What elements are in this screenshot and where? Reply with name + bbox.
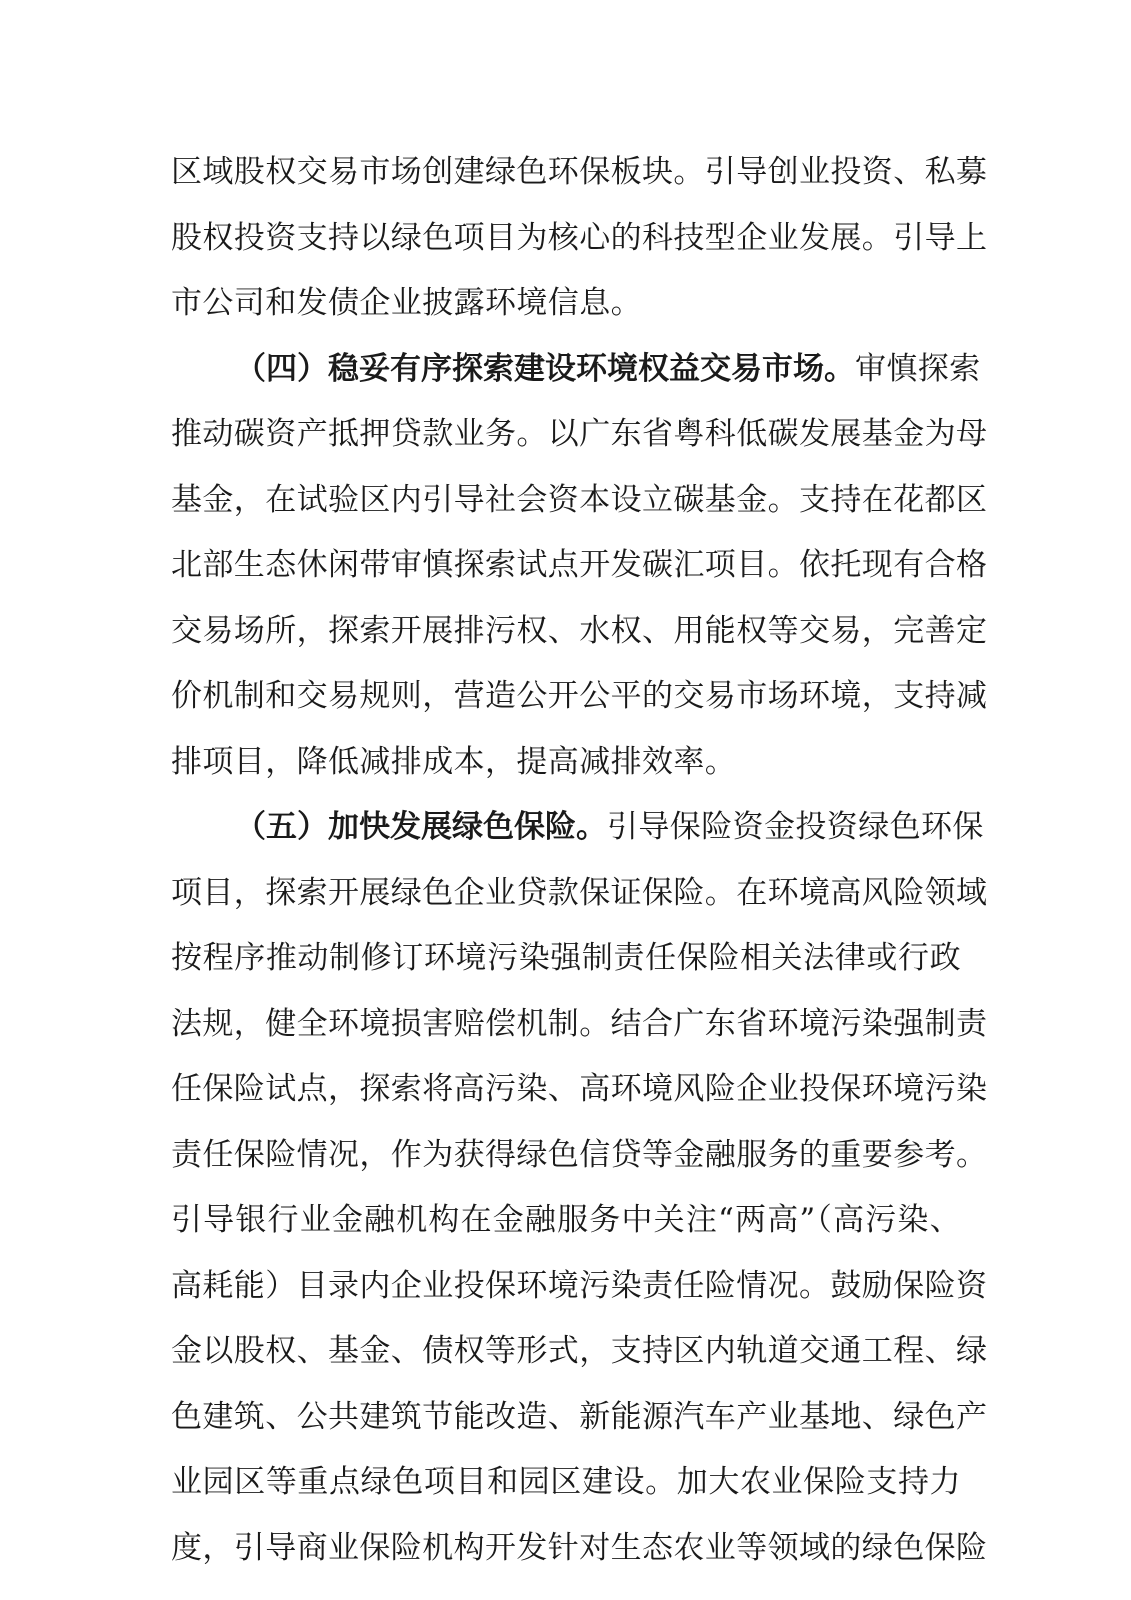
text-line: 业园区等重点绿色项目和园区建设。加大农业保险支持力 (171, 1464, 961, 1500)
document-page (171, 140, 988, 1581)
text-line: 交易场所，探索开展排污权、水权、用能权等交易，完善定 (171, 612, 988, 649)
text-line: 按程序推动制修订环境污染强制责任保险相关法律或行政 (171, 940, 961, 976)
text-line: 排项目，降低减排成本，提高减排效率。 (171, 743, 737, 780)
text-line: 责任保险情况，作为获得绿色信贷等金融服务的重要参考。 (171, 1136, 988, 1173)
section-heading: （五）加快发展绿色保险。 (235, 809, 607, 845)
text-run: 审慎探索 (855, 350, 981, 387)
text-run: 引导保险资金投资绿色环保 (607, 809, 984, 845)
text-line: 推动碳资产抵押贷款业务。以广东省粤科低碳发展基金为母 (171, 416, 988, 452)
text-line: 区域股权交易市场创建绿色环保板块。引导创业投资、私募 (171, 154, 988, 190)
text-line: 基金，在试验区内引导社会资本设立碳基金。支持在花都区 (171, 481, 988, 518)
text-line: 北部生态休闲带审慎探索试点开发碳汇项目。依托现有合格 (171, 547, 988, 583)
paragraph-section-four (171, 337, 988, 796)
text-line (171, 337, 981, 403)
text-line: 色建筑、公共建筑节能改造、新能源汽车产业基地、绿色产 (171, 1398, 988, 1435)
text-line: 股权投资支持以绿色项目为核心的科技型企业发展。引导上 (171, 219, 988, 256)
text-line: 度，引导商业保险机构开发针对生态农业等领域的绿色保险 (171, 1529, 988, 1566)
text-line: 价机制和交易规则，营造公开公平的交易市场环境，支持减 (171, 678, 988, 714)
text-line: 高耗能）目录内企业投保环境污染责任险情况。鼓励保险资 (171, 1267, 988, 1304)
text-line: 任保险试点，探索将高污染、高环境风险企业投保环境污染 (171, 1071, 988, 1107)
text-line: 市公司和发债企业披露环境信息。 (171, 285, 642, 321)
section-heading: （四）稳妥有序探索建设环境权益交易市场。 (235, 350, 855, 387)
paragraph-continuation (171, 140, 988, 337)
text-line (171, 795, 984, 861)
text-line: 项目，探索开展绿色企业贷款保证保险。在环境高风险领域 (171, 874, 988, 911)
paragraph-section-five (171, 795, 988, 1581)
text-line: 法规，健全环境损害赔偿机制。结合广东省环境污染强制责 (171, 1005, 988, 1042)
text-line: 引导银行业金融机构在金融服务中关注“两高”（高污染、 (171, 1202, 961, 1238)
text-line: 金以股权、基金、债权等形式，支持区内轨道交通工程、绿 (171, 1333, 988, 1369)
